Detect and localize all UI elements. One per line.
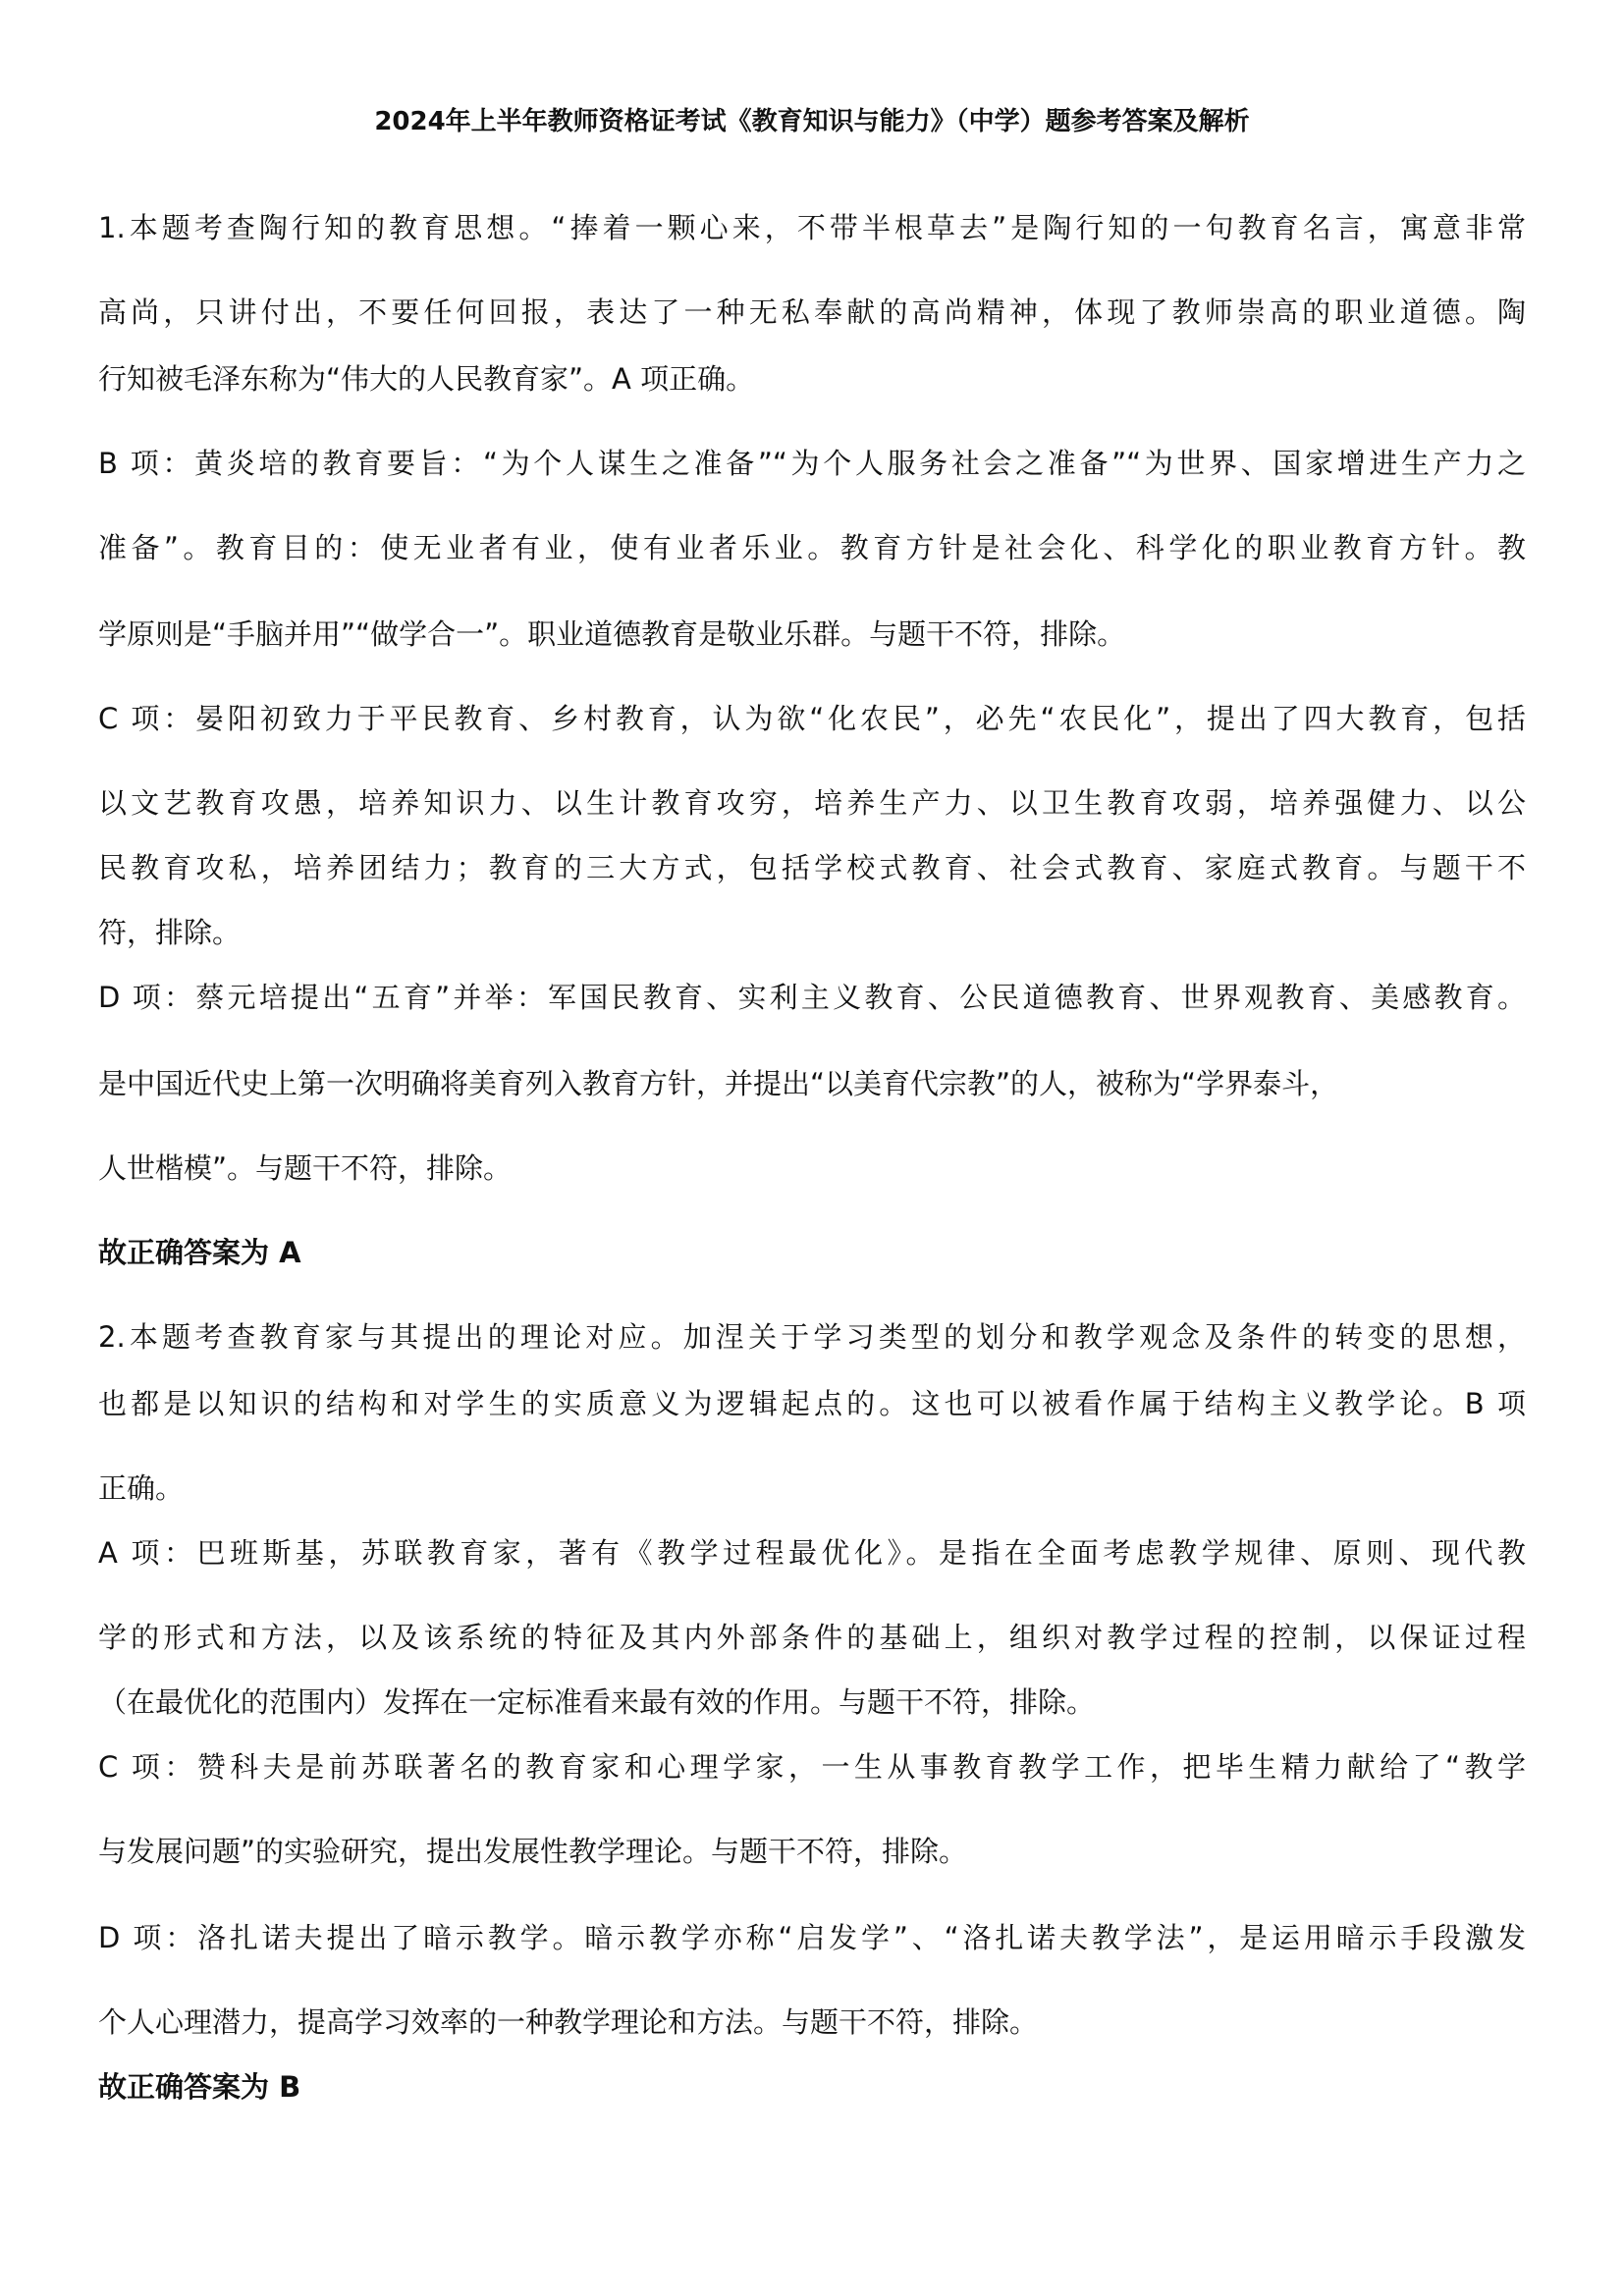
q2-option-c-line: 与发展问题”的实验研究，提出发展性教学理论。与题干不符，排除。 — [98, 1835, 968, 1868]
q1-option-b-line: B 项：黄炎培的教育要旨：“为个人谋生之准备”“为个人服务社会之准备”“为世界、国家增进生产力之 — [98, 447, 1526, 480]
q2-line: 2.本题考查教育家与其提出的理论对应。加涅关于学习类型的划分和教学观念及条件的转变的思想， — [98, 1320, 1526, 1354]
q2-option-a-line: A 项：巴班斯基，苏联教育家，著有《教学过程最优化》。是指在全面考虑教学规律、原则、现代教 — [98, 1536, 1526, 1570]
q1-option-c-line: 以文艺教育攻愚，培养知识力、以生计教育攻穷，培养生产力、以卫生教育攻弱，培养强健力、以公 — [98, 786, 1526, 820]
q1-option-c-line: C 项：晏阳初致力于平民教育、乡村教育，认为欲“化农民”，必先“农民化”，提出了四大教育，包括 — [98, 702, 1526, 735]
q1-option-b-line: 准备”。教育目的：使无业者有业，使有业者乐业。教育方针是社会化、科学化的职业教育方针。教 — [98, 531, 1526, 564]
q2-option-a-line: 学的形式和方法，以及该系统的特征及其内外部条件的基础上，组织对教学过程的控制，以保证过程 — [98, 1621, 1526, 1654]
q2-line: 也都是以知识的结构和对学生的实质意义为逻辑起点的。这也可以被看作属于结构主义教学论。B 项 — [98, 1387, 1526, 1420]
q1-option-c-line: 符，排除。 — [98, 916, 242, 949]
q1-line: 行知被毛泽东称为“伟大的人民教育家”。A 项正确。 — [98, 362, 755, 396]
q1-option-d-line: 是中国近代史上第一次明确将美育列入教育方针，并提出“以美育代宗教”的人，被称为“学界泰斗， — [98, 1067, 1339, 1100]
q2-option-a-line: （在最优化的范围内）发挥在一定标准看来最有效的作用。与题干不符，排除。 — [98, 1685, 1096, 1719]
q2-line: 正确。 — [98, 1471, 185, 1505]
q1-option-d-line: D 项：蔡元培提出“五育”并举：军国民教育、实利主义教育、公民道德教育、世界观教育、美感教育。 — [98, 981, 1526, 1014]
document-title: 2024年上半年教师资格证考试《教育知识与能力》（中学）题参考答案及解析 — [374, 107, 1250, 136]
q2-option-c-line: C 项：赞科夫是前苏联著名的教育家和心理学家，一生从事教育教学工作，把毕生精力献给了“教学 — [98, 1750, 1526, 1784]
q2-option-d-line: D 项：洛扎诺夫提出了暗示教学。暗示教学亦称“启发学”、“洛扎诺夫教学法”，是运用暗示手段激发 — [98, 1921, 1526, 1954]
q2-answer: 故正确答案为 B — [98, 2070, 301, 2104]
q1-option-b-line: 学原则是“手脑并用”“做学合一”。职业道德教育是敬业乐群。与题干不符，排除。 — [98, 617, 1126, 651]
q1-line: 高尚，只讲付出，不要任何回报，表达了一种无私奉献的高尚精神，体现了教师崇高的职业道德。陶 — [98, 295, 1526, 329]
q1-line: 1.本题考查陶行知的教育思想。“捧着一颗心来，不带半根草去”是陶行知的一句教育名言，寓意非常 — [98, 211, 1526, 244]
q1-option-d-line: 人世楷模”。与题干不符，排除。 — [98, 1151, 513, 1185]
q2-option-d-line: 个人心理潜力，提高学习效率的一种教学理论和方法。与题干不符，排除。 — [98, 2005, 1039, 2039]
q1-answer: 故正确答案为 A — [98, 1236, 301, 1269]
q1-option-c-line: 民教育攻私，培养团结力；教育的三大方式，包括学校式教育、社会式教育、家庭式教育。与题干不 — [98, 851, 1526, 884]
